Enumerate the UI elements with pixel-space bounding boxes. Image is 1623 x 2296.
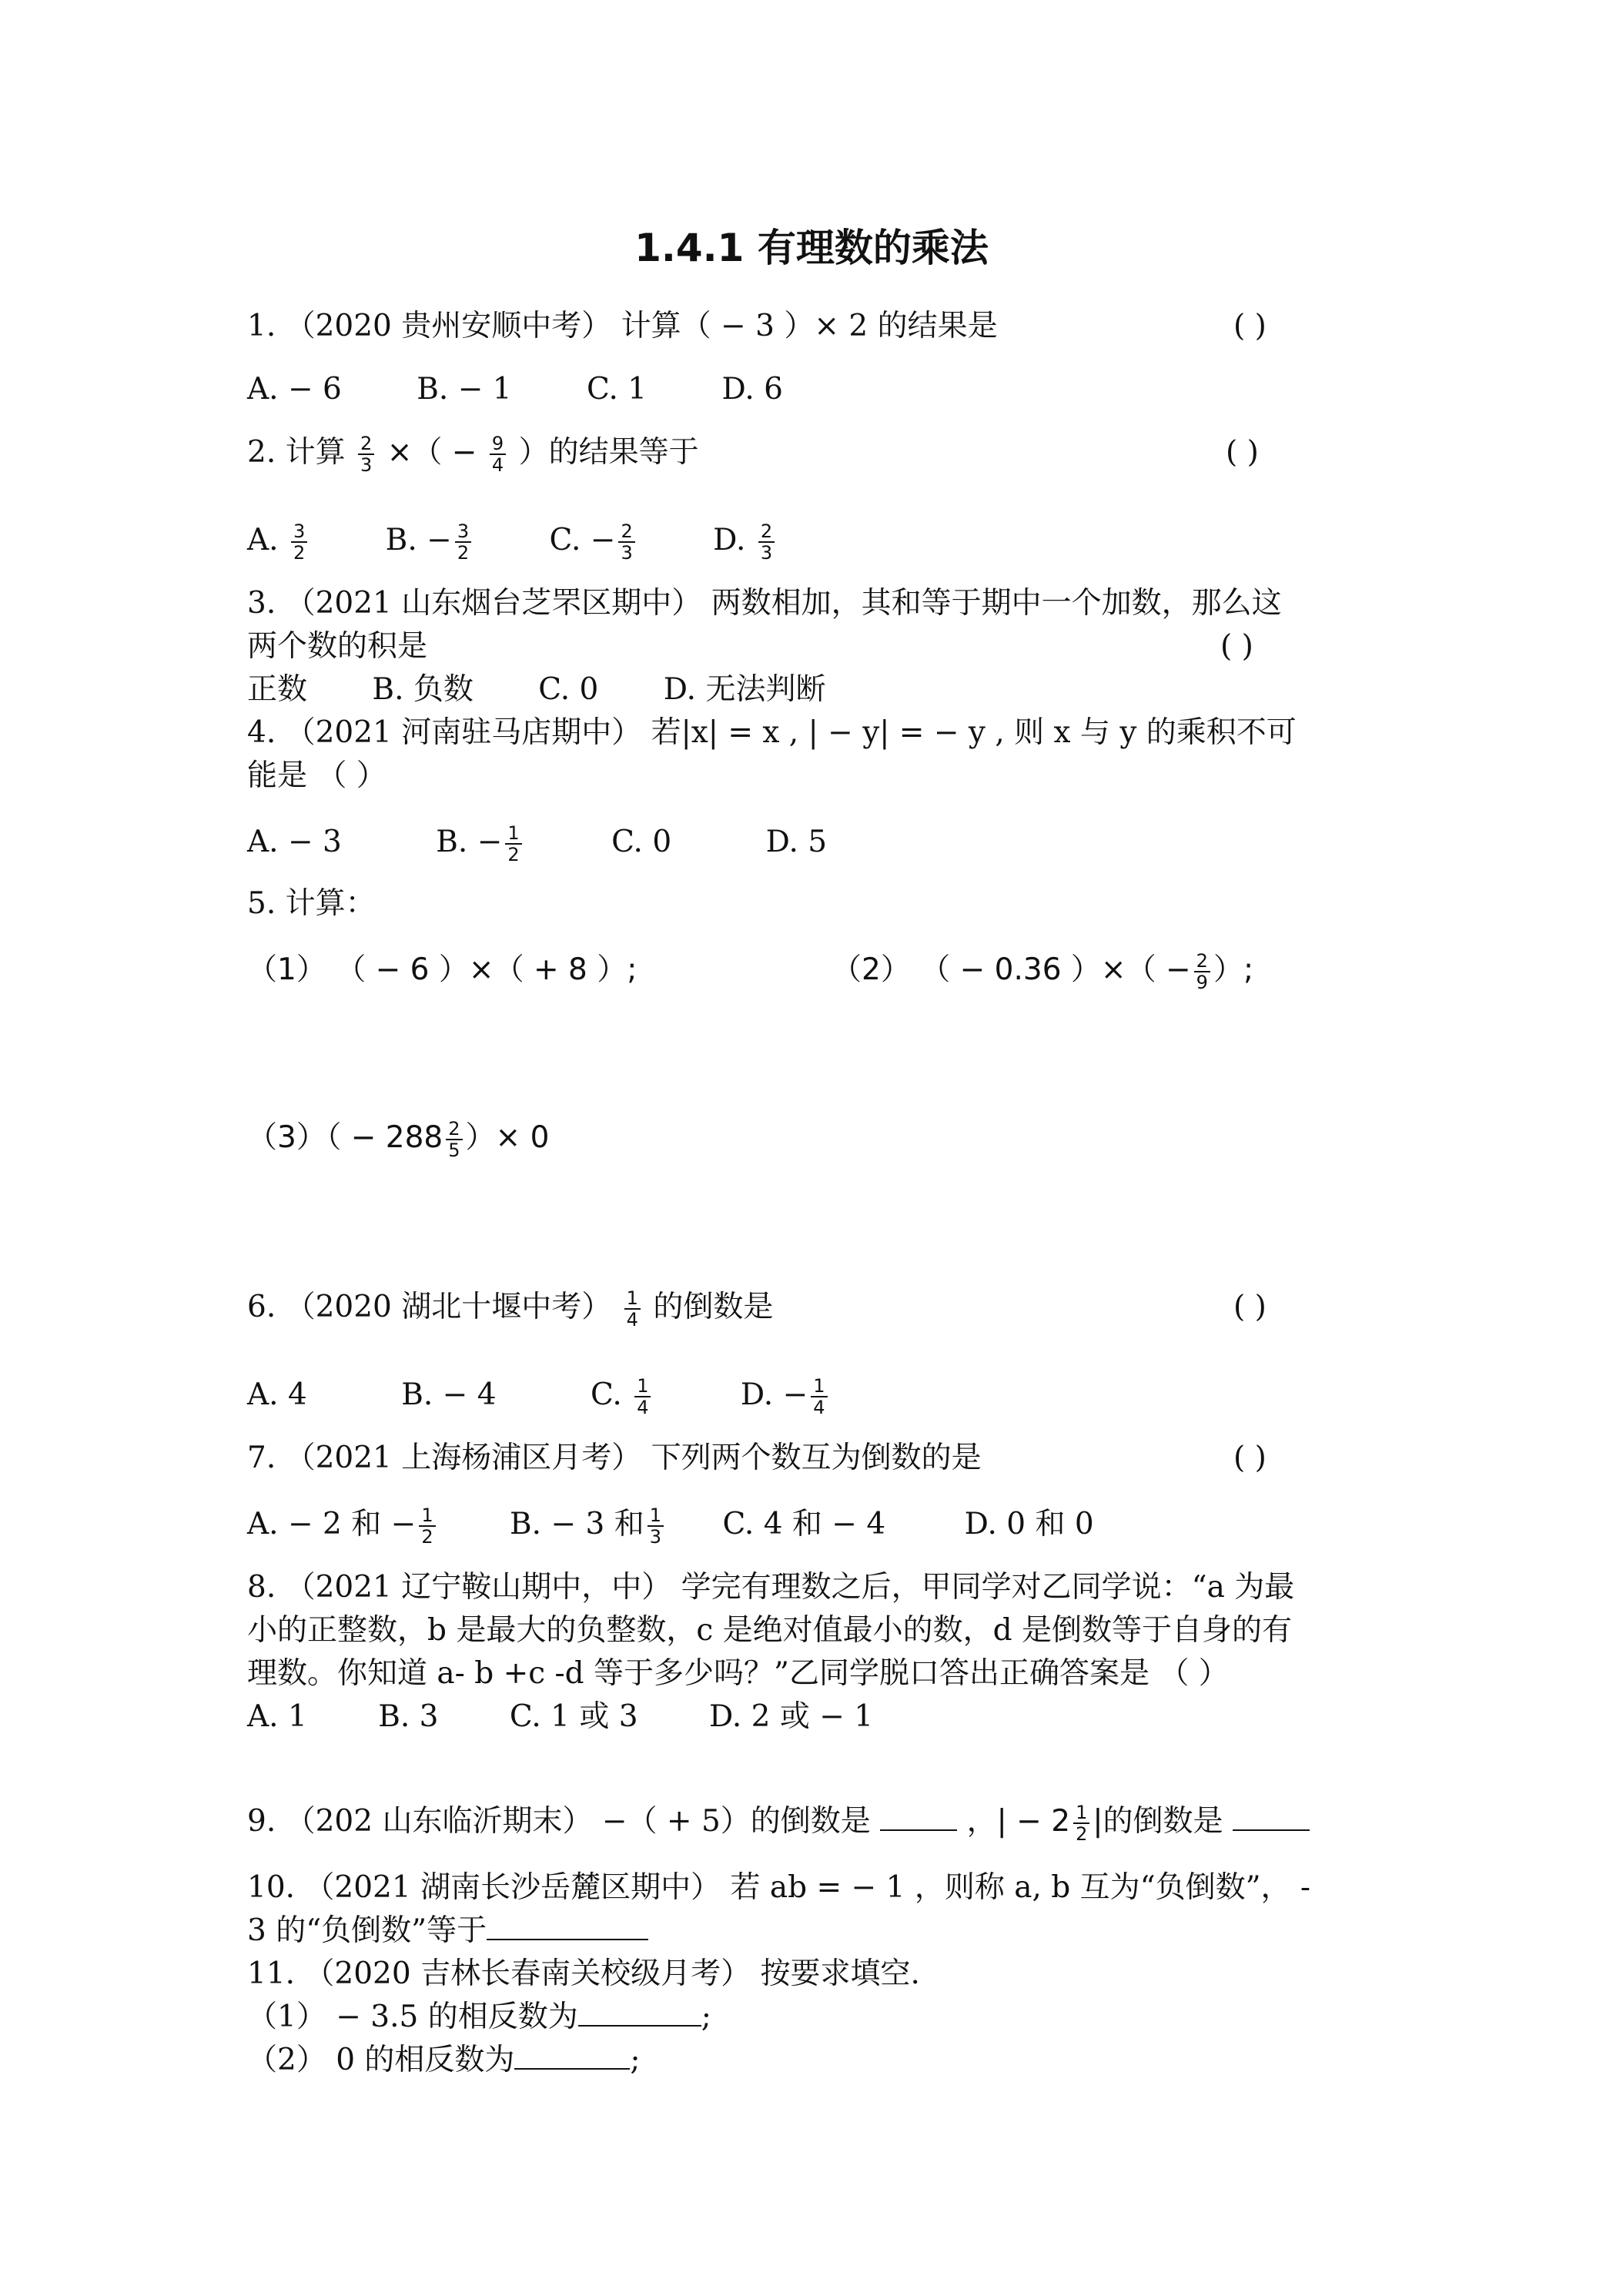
question-8-stem-line1: 8. （2021 辽宁鞍山期中，中） 学完有理数之后，甲同学对乙同学说：“a 为最: [247, 1570, 1295, 1605]
question-2-stem: 2. 计算 $\frac{2}{3}$ ×（ − $\frac{9}{4}$ ）的结果等于: [247, 433, 699, 476]
question-3-options: [247, 670, 891, 710]
option-b: B. 3: [378, 1699, 439, 1734]
question-3-stem-line1: 3. （2021 山东烟台芝罘区期中） 两数相加，其和等于期中一个加数，那么这: [247, 586, 1282, 621]
question-8-stem-line3: 理数。你知道 a- b +c -d 等于多少吗？”乙同学脱口答出正确答案是 （ ）: [247, 1656, 1229, 1691]
option-c: C. 1 或 3: [509, 1699, 638, 1734]
question-5-part-1: （1） （ − 6 ）×（ + 8 ）;: [247, 952, 637, 987]
answer-paren: ( ): [1233, 309, 1267, 343]
answer-paren: ( ): [1220, 629, 1253, 664]
question-5-stem: 5. 计算：: [247, 886, 376, 921]
option-a: A. $\frac{3}{2}$: [247, 520, 310, 563]
question-11-part-2: （2） 0 的相反数为 ;: [247, 2043, 641, 2077]
option-b: B. − $\frac{1}{2}$: [436, 822, 524, 865]
question-7-options: [247, 1504, 1160, 1547]
option-d: D. 2 或 − 1: [708, 1699, 874, 1734]
answer-blank[interactable]: [514, 2042, 630, 2070]
answer-blank[interactable]: [578, 1999, 701, 2027]
fraction: $\frac{9}{4}$: [490, 433, 506, 475]
answer-blank[interactable]: [487, 1913, 648, 1940]
option-a: A. 1: [247, 1699, 307, 1734]
question-11-part-1: （1） − 3.5 的相反数为 ;: [247, 2000, 711, 2034]
question-6-options: [247, 1375, 896, 1417]
option-a: A. − 3: [247, 825, 342, 859]
question-5-part-3: （3）（ − 288 $\frac{2}{5}$ ）× 0: [247, 1117, 550, 1161]
question-11-stem: 11. （2020 吉林长春南关校级月考） 按要求填空.: [247, 1956, 920, 1991]
answer-paren: ( ): [1233, 1441, 1267, 1475]
question-10-stem-line1: 10. （2021 湖南长沙岳麓区期中） 若 ab = − 1 ，则称 a, b 互为“负倒数”， -: [247, 1870, 1311, 1905]
option-d: D. 0 和 0: [964, 1507, 1094, 1541]
option-d: D. − $\frac{1}{4}$: [741, 1375, 831, 1417]
question-7-stem: 7. （2021 上海杨浦区月考） 下列两个数互为倒数的是: [247, 1441, 982, 1475]
option-a: A. 4: [247, 1377, 307, 1412]
answer-blank[interactable]: [880, 1803, 957, 1831]
option-b: B. 负数: [372, 672, 474, 707]
question-5-part-2: （2） （ − 0.36 ）×（ − $\frac{2}{9}$ ）;: [832, 949, 1254, 993]
option-c: C. 4 和 − 4: [722, 1507, 886, 1541]
question-3-stem-line2: 两个数的积是: [247, 629, 428, 664]
answer-paren: ( ): [1226, 435, 1259, 470]
question-8-stem-line2: 小的正整数，b 是最大的负整数，c 是绝对值最小的数，d 是倒数等于自身的有: [247, 1613, 1292, 1648]
fraction: $\frac{2}{3}$: [358, 433, 374, 475]
option-d: D. 5: [765, 825, 828, 859]
question-10-stem-line2: 3 的“负倒数”等于: [247, 1911, 648, 1951]
option-d: D. 6: [721, 372, 783, 407]
question-2-options: [247, 520, 843, 563]
option-b: B. − 4: [401, 1377, 497, 1412]
answer-paren: ( ): [1233, 1290, 1267, 1324]
question-1-options: [247, 370, 848, 410]
option-d: D. 无法判断: [663, 672, 826, 707]
option-d: D. $\frac{2}{3}$: [713, 520, 778, 563]
question-1-stem: 1. （2020 贵州安顺中考） 计算（ − 3 ）× 2 的结果是: [247, 309, 998, 343]
option-a: 正数: [247, 672, 308, 707]
question-8-options: [247, 1697, 939, 1737]
option-a: A. − 6: [247, 372, 342, 407]
question-4-stem-line1: 4. （2021 河南驻马店期中） 若|x| = x , | − y| = − y , 则 x 与 y 的乘积不可: [247, 715, 1297, 750]
option-b: B. − 1: [417, 372, 512, 407]
option-c: C. − $\frac{2}{3}$: [550, 520, 638, 563]
question-6-stem: 6. （2020 湖北十堰中考） $\frac{1}{4}$ 的倒数是: [247, 1287, 774, 1330]
question-9-stem: 9. （202 山东临沂期末） −（ + 5）的倒数是 ，| − 2 $\frac{1}{2}$ |的倒数是: [247, 1802, 1310, 1844]
answer-blank[interactable]: [1233, 1803, 1310, 1831]
option-c: C. 0: [611, 825, 672, 859]
page-title: 1.4.1 有理数的乘法: [634, 226, 989, 270]
question-4-stem-line2: 能是 （ ）: [247, 758, 387, 793]
option-a: A. − 2 和 − $\frac{1}{2}$: [247, 1504, 439, 1547]
option-b: B. − $\frac{3}{2}$: [386, 520, 474, 563]
option-c: C. 1: [587, 372, 648, 407]
option-c: C. $\frac{1}{4}$: [591, 1375, 654, 1417]
question-4-options: [247, 822, 892, 865]
option-c: C. 0: [538, 672, 599, 707]
option-b: B. − 3 和 $\frac{1}{3}$: [510, 1504, 667, 1547]
